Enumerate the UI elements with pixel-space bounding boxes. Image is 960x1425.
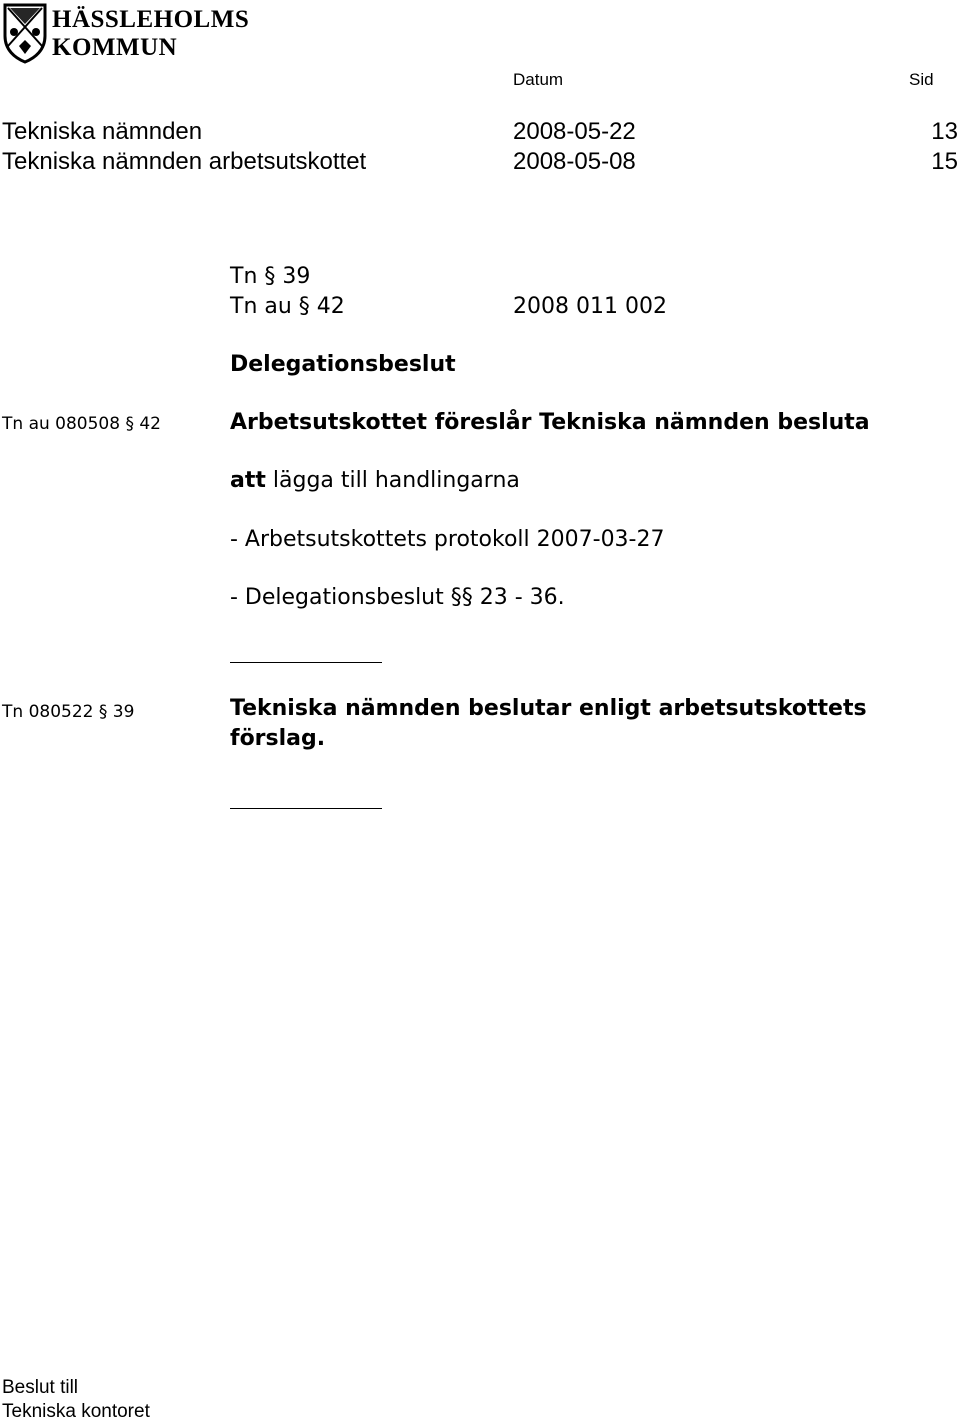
header-body-name: Tekniska nämnden [2,118,203,145]
att-clause-text: lägga till handlingarna [265,468,520,493]
header-meeting-date: 2008-05-22 [513,118,636,145]
distribution-label: Beslut till [2,1377,79,1398]
coat-of-arms-icon [2,2,48,64]
page-column-label: Sid [909,70,934,89]
att-clause [230,468,520,493]
au-margin-label: Tn au 080508 § 42 [2,414,161,434]
list-item: - Delegationsbeslut §§ 23 - 36. [230,585,565,610]
header-page-number: 13 [931,118,958,145]
att-keyword: att [230,468,266,493]
list-item: - Arbetsutskottets protokoll 2007-03-27 [230,527,665,552]
municipality-logo [2,2,250,68]
logo-text-line1: HÄSSLEHOLMS [52,6,250,33]
au-proposal: Arbetsutskottet föreslår Tekniska nämnden besluta [230,410,870,435]
decision-line: Tekniska nämnden beslutar enligt arbetsutskottets [230,696,867,721]
section-title: Delegationsbeslut [230,352,456,377]
distribution-recipient: Tekniska kontoret [2,1401,150,1422]
date-column-label: Datum [513,70,564,89]
tn-paragraph-ref: Tn § 39 [230,264,311,289]
decision-line: förslag. [230,726,326,751]
section-divider [230,662,382,663]
tnau-paragraph-ref: Tn au § 42 [230,294,345,319]
case-number: 2008 011 002 [513,294,667,319]
header-body-name: Tekniska nämnden arbetsutskottet [2,148,367,175]
header-page-number: 15 [931,148,958,175]
header-meeting-date: 2008-05-08 [513,148,636,175]
logo-text-line2: KOMMUN [52,34,178,61]
tn-margin-label: Tn 080522 § 39 [2,702,135,722]
section-divider [230,808,382,809]
